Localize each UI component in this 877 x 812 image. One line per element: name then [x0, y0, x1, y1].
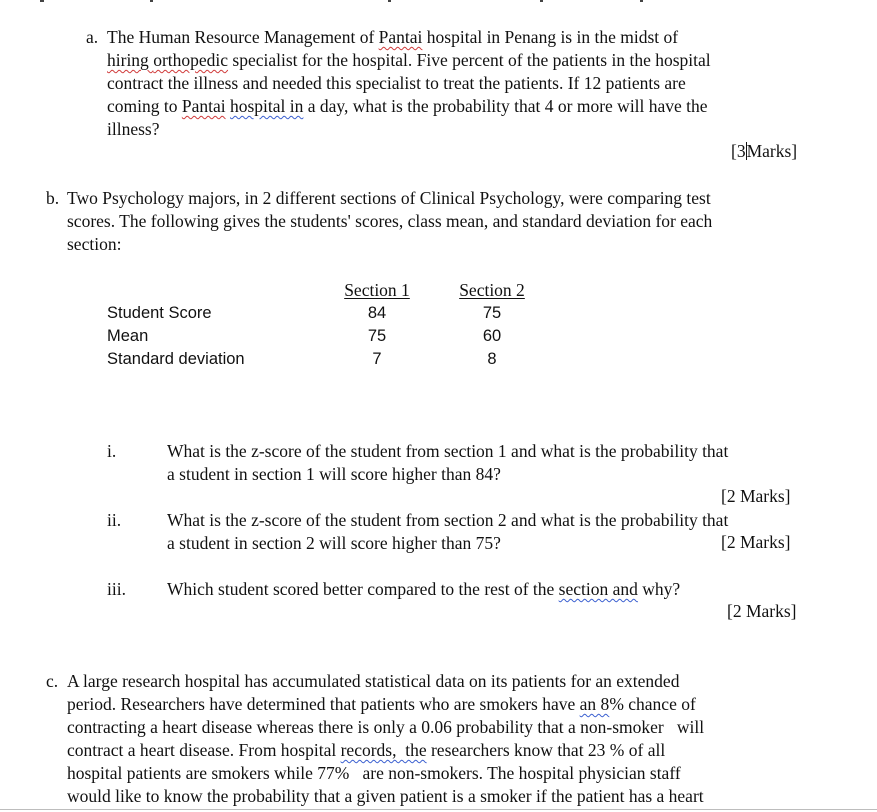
sub-question-i-text: What is the z-score of the student from section 1 and what is the probability that a student in section 1 will score higher than 84? — [167, 441, 729, 484]
spellcheck-word: Pantai — [378, 27, 423, 47]
section-1-value: 84 — [367, 304, 387, 322]
table-header-blank — [107, 279, 312, 302]
scores-table — [107, 279, 542, 371]
question-b-label: b. — [46, 188, 60, 208]
section-2-value: 75 — [482, 304, 502, 322]
sub-question-iii-number: iii. — [107, 579, 126, 599]
table-row — [107, 348, 542, 371]
top-page-edge — [0, 0, 877, 1]
sub-question-iii-marks: [2 Marks] — [727, 601, 797, 621]
spellcheck-word: hiring orthopedic — [107, 50, 229, 70]
question-b-line-1: Two Psychology majors, in 2 different sections of Clinical Psychology, were comparing test — [67, 188, 711, 208]
grammar-check-phrase: an 8 — [579, 694, 610, 714]
spellcheck-word: Pantai — [181, 96, 226, 116]
table-row — [107, 325, 542, 348]
section-2-value: 60 — [482, 327, 502, 345]
question-a-line-3: contract the illness and needed this specialist to treat the patients. If 12 patients are — [107, 73, 686, 93]
section-1-value: 7 — [372, 350, 382, 368]
header-section-2: Section 2 — [459, 280, 525, 300]
question-c-line-5: hospital patients are smokers while 77% are non-smokers. The hospital physician staff — [67, 763, 681, 783]
question-c-text — [67, 670, 812, 808]
grammar-check-phrase: section and — [558, 579, 638, 599]
question-b-text — [67, 187, 805, 256]
table-header-row — [107, 279, 542, 302]
grammar-check-phrase: hospital in — [229, 96, 304, 116]
question-b-line-3: section: — [67, 234, 122, 254]
grammar-check-phrase: records, the — [340, 740, 427, 760]
question-c-line-4: contract a heart disease. From hospital records, the researchers know that 23 % of all — [67, 740, 666, 760]
sub-question-ii-text: What is the z-score of the student from section 2 and what is the probability that a student in section 2 will score higher than 75? — [167, 510, 729, 553]
section-1-value: 75 — [367, 327, 387, 345]
question-c-line-3: contracting a heart disease whereas there is only a 0.06 probability that a non-smoker will — [67, 717, 705, 737]
question-a-line-2: hiring orthopedic specialist for the hospital. Five percent of the patients in the hospital — [107, 50, 711, 70]
question-c-line-1: A large research hospital has accumulated statistical data on its patients for an extended — [67, 671, 680, 691]
question-b-line-2: scores. The following gives the students' scores, class mean, and standard deviation for each — [67, 211, 713, 231]
page-bottom-edge — [0, 809, 877, 810]
sub-question-ii-marks: [2 Marks] — [721, 532, 791, 552]
question-a-line-1: The Human Resource Management of Pantai hospital in Penang is in the midst of — [107, 27, 679, 47]
row-label: Student Score — [107, 304, 212, 322]
table-row — [107, 302, 542, 325]
row-label: Mean — [107, 327, 149, 345]
question-a-line-5: illness? — [107, 119, 160, 139]
sub-question-ii-number: ii. — [107, 510, 122, 530]
sub-question-i-number: i. — [107, 441, 117, 461]
sub-question-i-marks: [2 Marks] — [721, 486, 791, 506]
question-a-line-4: coming to Pantai hospital in a day, what is the probability that 4 or more will have the — [107, 96, 708, 116]
sub-question-iii-text: Which student scored better compared to the rest of the section and why? — [167, 579, 681, 599]
section-2-value: 8 — [487, 350, 497, 368]
header-section-1: Section 1 — [344, 280, 410, 300]
question-a-text — [107, 26, 811, 141]
question-c-line-2: period. Researchers have determined that patients who are smokers have an 8% chance of — [67, 694, 696, 714]
question-a-marks: [3Marks] — [731, 141, 798, 161]
question-a-label: a. — [86, 27, 99, 47]
row-label: Standard deviation — [107, 350, 245, 368]
question-c-line-6: would like to know the probability that a given patient is a smoker if the patient has a heart — [67, 786, 704, 806]
question-c-label: c. — [46, 671, 59, 691]
